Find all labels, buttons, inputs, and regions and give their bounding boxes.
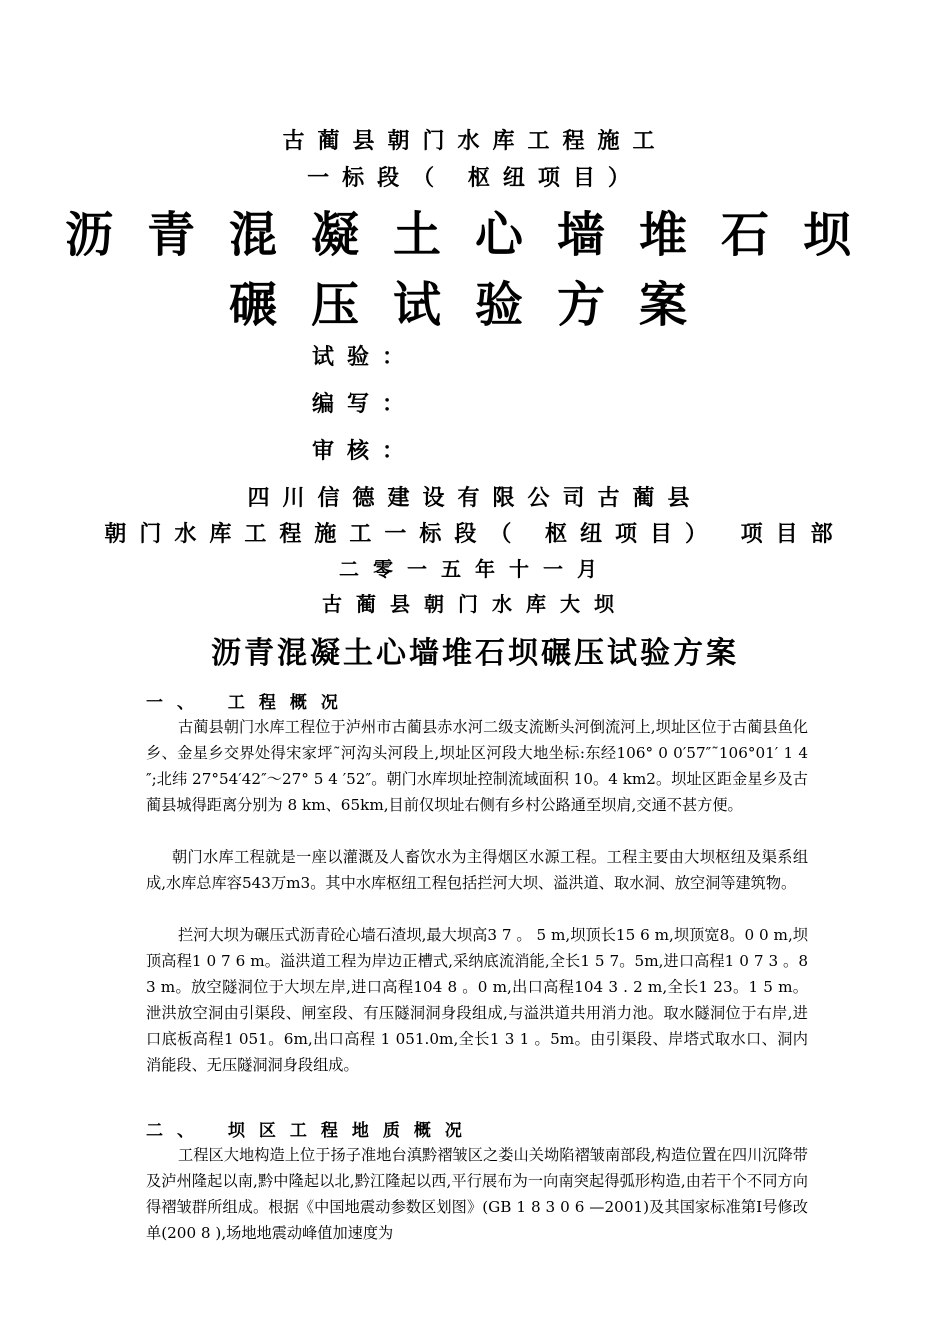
section-1-paragraph-2: 朝门水库工程就是一座以灌溉及人畜饮水为主得烟区水源工程。工程主要由大坝枢纽及渠系组成,水库总库容543万m3。其中水库枢纽工程包括拦河大坝、溢洪道、取水洞、放空洞等建筑物。 (146, 848, 808, 892)
company-line-1: 四川信德建设有限公司古蔺县 (247, 485, 703, 511)
cover-project-line-1: 古蔺县朝门水库工程施工 (282, 128, 668, 154)
section-2-paragraph-1: 工程区大地构造上位于扬子准地台滇黔褶皱区之娄山关坳陷褶皱南部段,构造位置在四川沉降带及泸州隆起以南,黔中隆起以北,黔江隆起以西,平行展布为一向南突起得弧形构造,由若干个不同方向得褶皱群所组成。根据《中国地震动参数区划图》(GB 1 8 3 0 6 —2001)及其国家标准第Ⅰ号修改单(200 8 ),场地地震动峰值加速度为 (146, 1146, 808, 1242)
sign-write-label: 编写： (312, 391, 418, 417)
cover-title-line-2: 碾压试验方案 (228, 277, 721, 333)
cover-title-line-1: 沥青混凝土心墙堆石坝 (64, 207, 885, 263)
sign-test-label: 试验： (312, 344, 418, 370)
cover-project-name: 古蔺县朝门水库大坝 (322, 592, 628, 616)
cover-date: 二零一五年十一月 (339, 557, 611, 581)
section-heading-2: 二、 坝区工程地质概况 (146, 1121, 476, 1141)
sign-review-label: 审核： (312, 438, 418, 464)
document-title: 沥青混凝土心墙堆石坝碾压试验方案 (211, 636, 739, 671)
section-1-paragraph-1: 古蔺县朝门水库工程位于泸州市古蔺县赤水河二级支流断头河倒流河上,坝址区位于古蔺县鱼化乡、金星乡交界处得宋家坪˜河沟头河段上,坝址区河段大地坐标:东经106° 0 0′57″˜106°01′ 1 4 ″;北纬 27°54′42″～27° 5 4 ′52″。朝门水库坝址控制流域面积 10。4 km2。坝址区距金星乡及古蔺县城得距离分别为 8 km、65km,目前仅坝址右侧有乡村公路通至坝肩,交通不甚方便。 (146, 718, 808, 814)
company-line-2: 朝门水库工程施工一标段（ 枢纽项目） 项目部 (104, 521, 846, 547)
cover-project-line-2: 一标段（ 枢纽项目） (307, 165, 643, 191)
section-heading-1: 一、 工程概况 (146, 693, 352, 713)
section-1-paragraph-3: 拦河大坝为碾压式沥青砼心墙石渣坝,最大坝高3 7 。 5 m,坝顶长15 6 m,坝顶宽8。0 0 m,坝顶高程1 0 7 6 m。溢洪道工程为岸边正槽式,采纳底流消能,全长1 5 7。5m,进口高程1 0 7 3 。8 3 m。放空隧洞位于大坝左岸,进口高程104 8 。0 m,出口高程104 3 . 2 m,全长1 23。1 5 m。泄洪放空洞由引渠段、闸室段、有压隧洞洞身段组成,与溢洪道共用消力池。取水隧洞位于右岸,进口底板高程1 051。6m,出口高程 1 051.0m,全长1 3 1 。5m。由引渠段、岸塔式取水口、洞内消能段、无压隧洞洞身段组成。 (146, 926, 808, 1074)
